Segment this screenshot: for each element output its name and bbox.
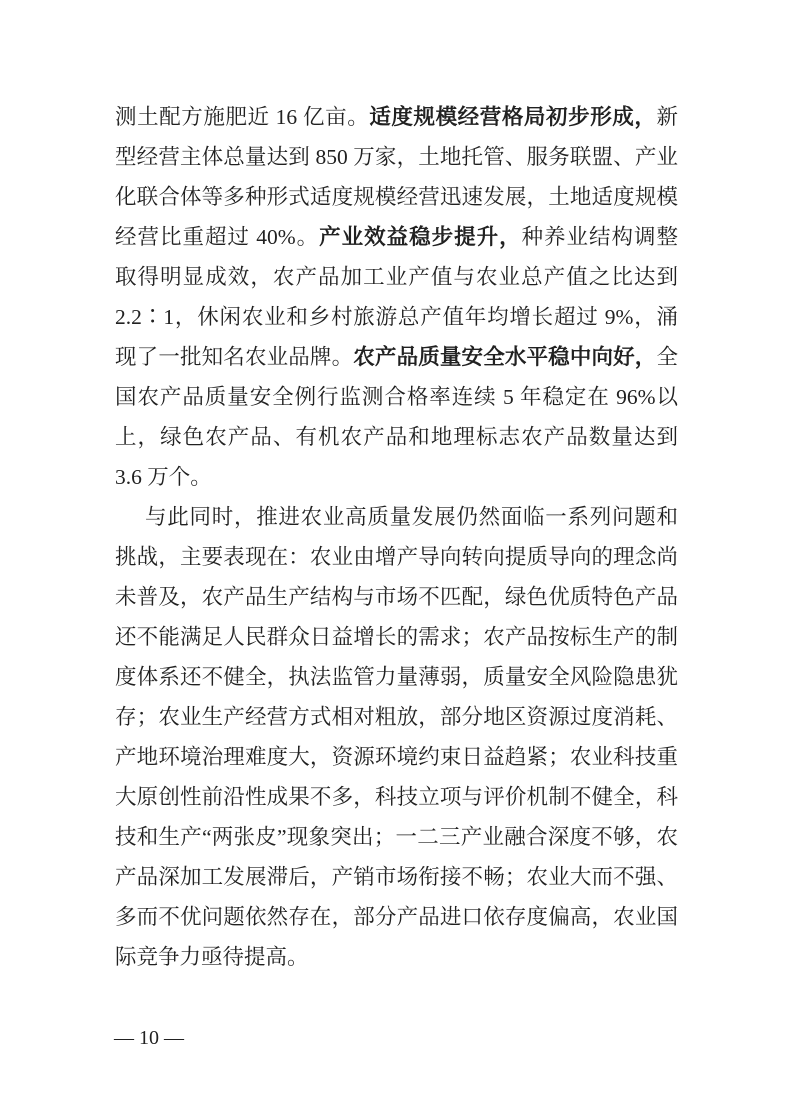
text-line (115, 617, 678, 657)
text-line (115, 377, 678, 417)
text-line (115, 217, 678, 257)
text-line (115, 937, 678, 977)
text-line (115, 817, 678, 857)
text-segment: 与此同时，推进农业高质量发展仍然面临一系列问题和 (145, 505, 678, 529)
text-segment: 种养业结构调整 (521, 225, 678, 249)
text-segment: 存；农业生产经营方式相对粗放，部分地区资源过度消耗、 (115, 705, 678, 729)
text-segment: 产地环境治理难度大，资源环境约束日益趋紧；农业科技重 (115, 745, 678, 769)
text-segment: 未普及，农产品生产结构与市场不匹配，绿色优质特色产品 (115, 585, 678, 609)
text-segment: 全 (656, 345, 678, 369)
text-segment: 产品深加工发展滞后，产销市场衔接不畅；农业大而不强、 (115, 865, 678, 889)
text-segment: 2.2∶1，休闲农业和乡村旅游总产值年均增长超过 9%，涌 (115, 305, 678, 329)
text-line (115, 537, 678, 577)
text-segment: 3.6 万个。 (115, 465, 212, 489)
text-segment: 际竞争力亟待提高。 (115, 945, 309, 969)
text-line (115, 737, 678, 777)
text-line (115, 897, 678, 937)
text-segment: 上，绿色农产品、有机农产品和地理标志农产品数量达到 (115, 425, 678, 449)
text-segment: 型经营主体总量达到 850 万家，土地托管、服务联盟、产业 (115, 145, 678, 169)
bold-text-segment: 适度规模经营格局初步形成， (369, 105, 657, 129)
text-line (115, 457, 678, 497)
text-line (115, 577, 678, 617)
text-line (115, 97, 678, 137)
text-segment: 测土配方施肥近 16 亿亩。 (115, 105, 370, 129)
text-segment: 新 (656, 105, 678, 129)
text-segment: 技和生产“两张皮”现象突出；一二三产业融合深度不够，农 (115, 825, 678, 849)
document-text (115, 97, 678, 977)
text-segment: 经营比重超过 40%。 (115, 225, 320, 249)
text-line (115, 857, 678, 897)
text-line (115, 417, 678, 457)
text-line (115, 337, 678, 377)
text-line (115, 297, 678, 337)
text-line (115, 697, 678, 737)
text-segment: 挑战，主要表现在：农业由增产导向转向提质导向的理念尚 (115, 545, 678, 569)
bold-text-segment: 产业效益稳步提升， (319, 225, 522, 249)
text-segment: 国农产品质量安全例行监测合格率连续 5 年稳定在 96%以 (115, 385, 678, 409)
text-line (115, 657, 678, 697)
text-line (115, 257, 678, 297)
text-segment: 多而不优问题依然存在，部分产品进口依存度偏高，农业国 (115, 905, 678, 929)
text-segment: 化联合体等多种形式适度规模经营迅速发展，土地适度规模 (115, 185, 678, 209)
text-segment: 现了一批知名农业品牌。 (115, 345, 354, 369)
text-line (115, 777, 678, 817)
text-line (115, 137, 678, 177)
text-segment: 度体系还不健全，执法监管力量薄弱，质量安全风险隐患犹 (115, 665, 678, 689)
text-segment: 大原创性前沿性成果不多，科技立项与评价机制不健全，科 (115, 785, 678, 809)
page-number: — 10 — (114, 1027, 184, 1049)
text-line (115, 177, 678, 217)
bold-text-segment: 农产品质量安全水平稳中向好， (353, 345, 657, 369)
text-segment: 还不能满足人民群众日益增长的需求；农产品按标生产的制 (115, 625, 678, 649)
text-line (115, 497, 678, 537)
text-segment: 取得明显成效，农产品加工业产值与农业总产值之比达到 (115, 265, 678, 289)
